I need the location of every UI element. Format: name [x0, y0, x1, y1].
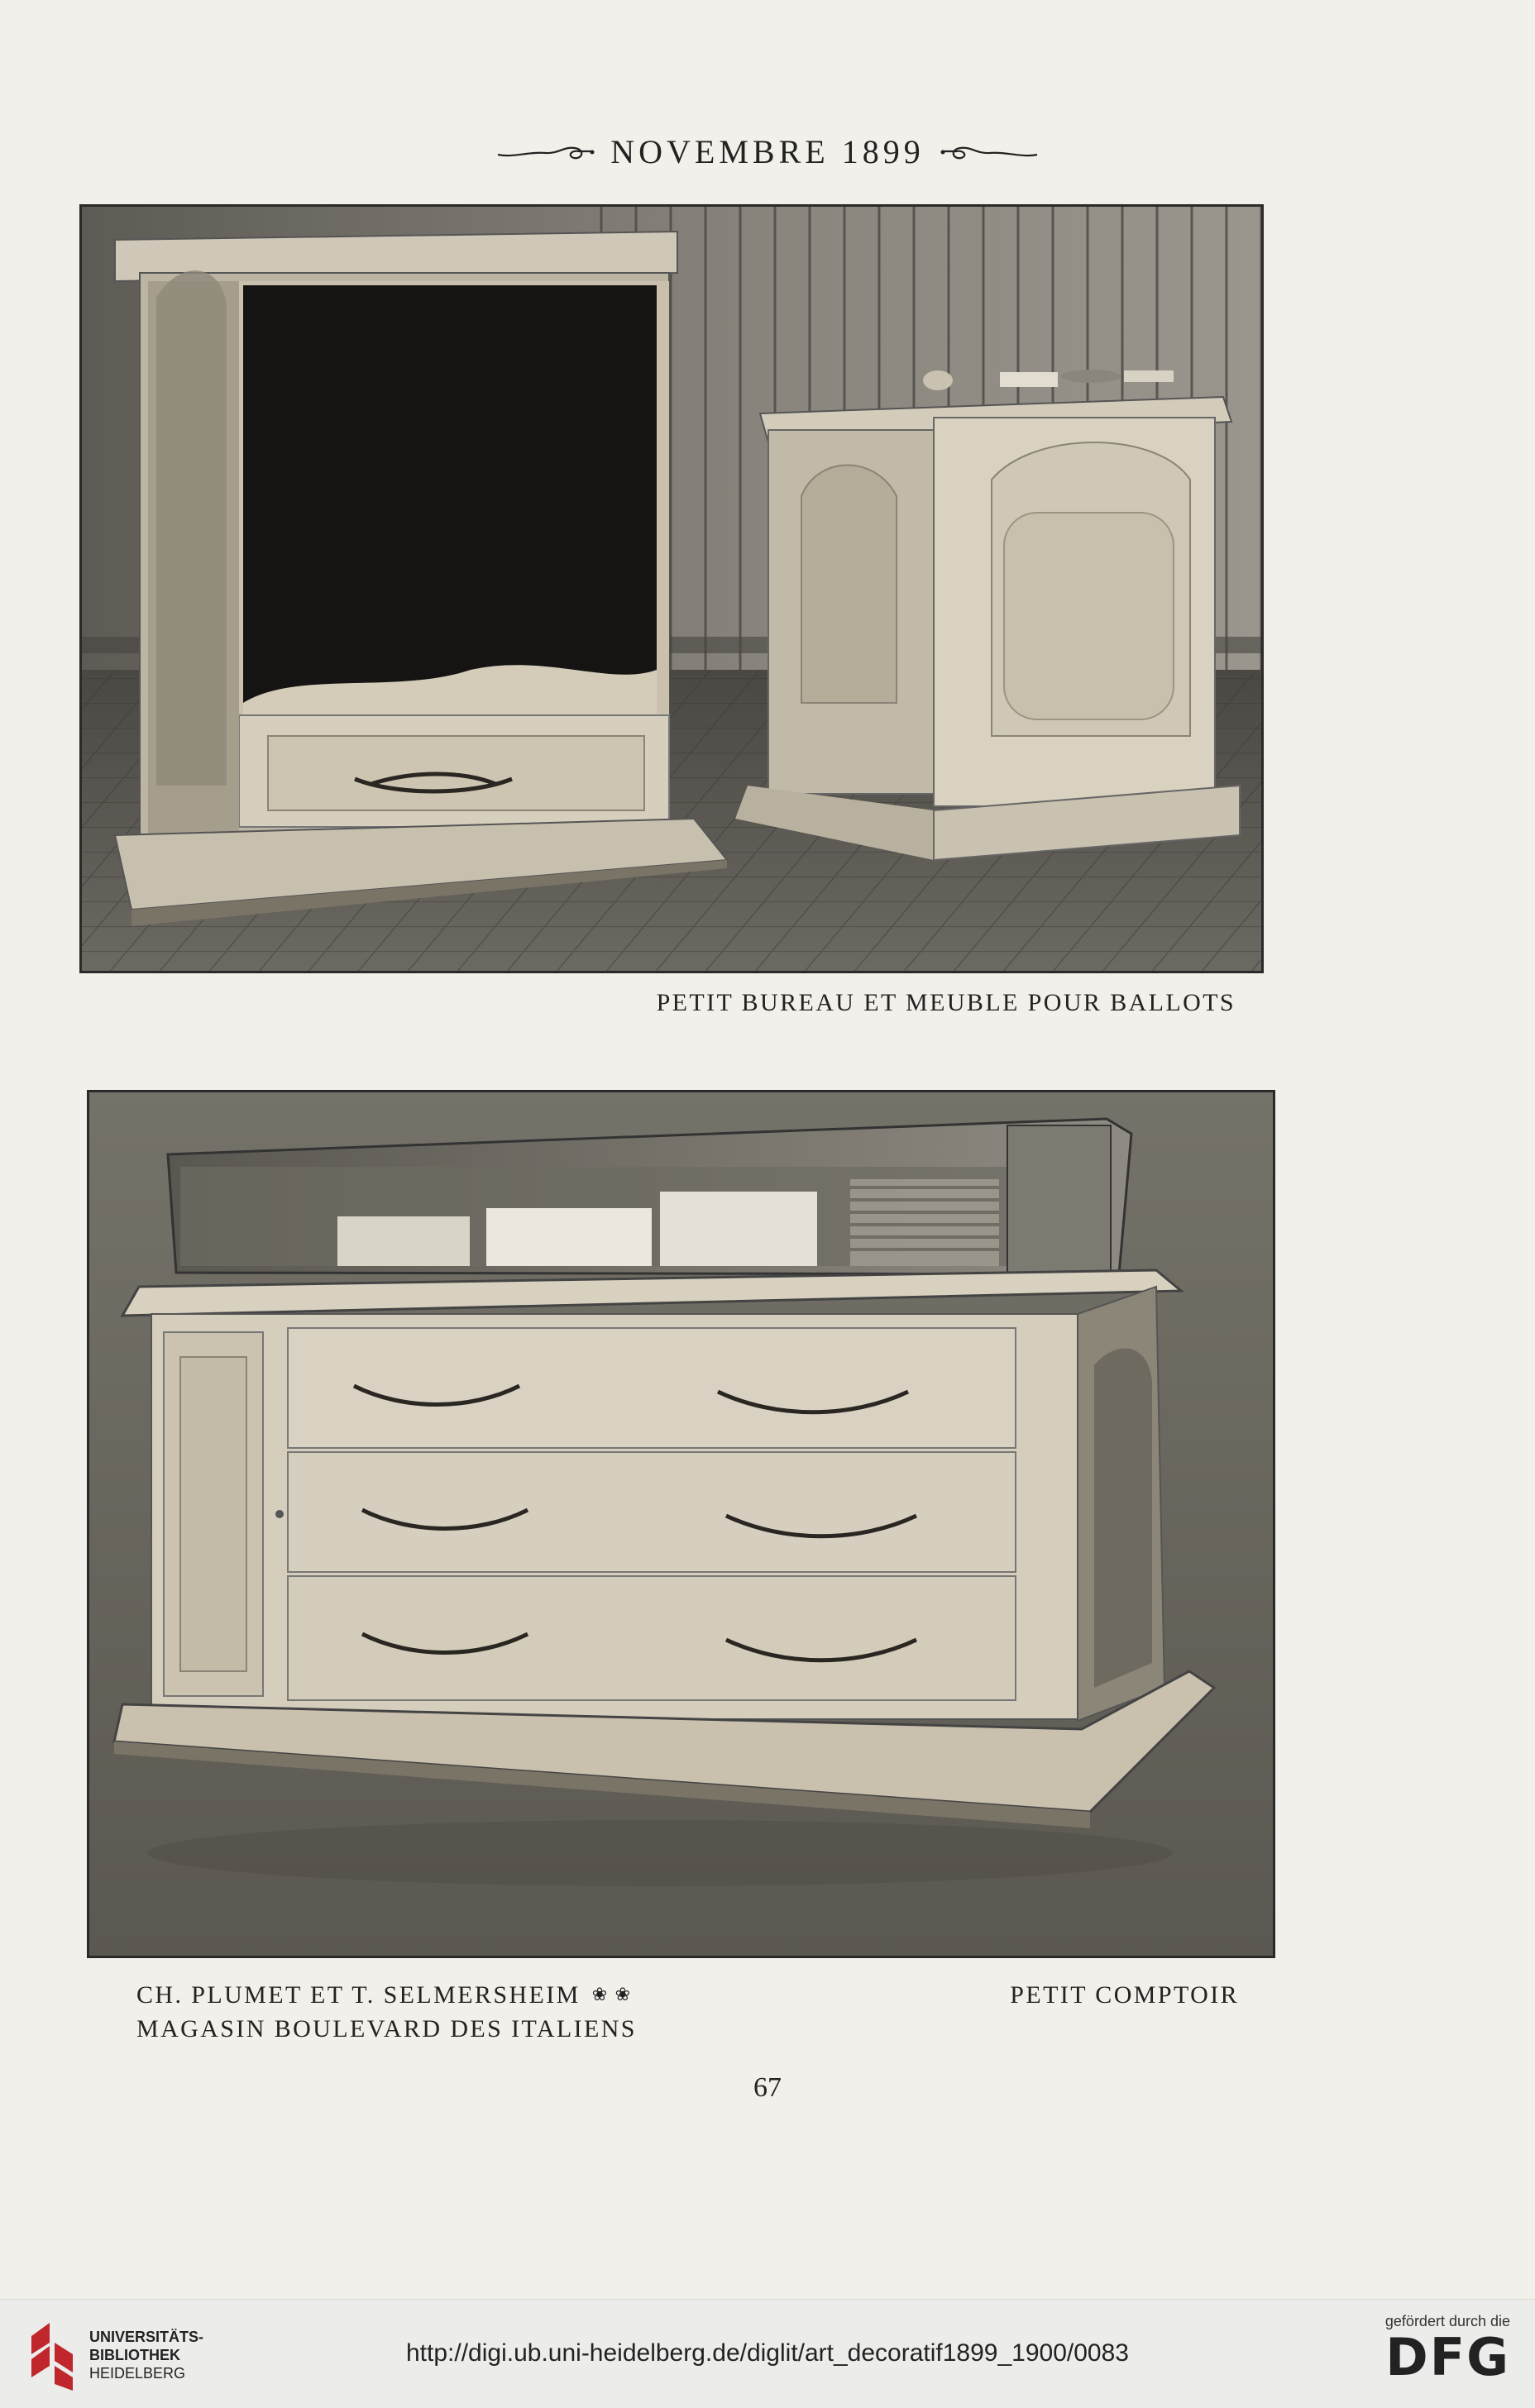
funded-by-label: gefördert durch die	[1384, 2313, 1510, 2329]
library-line-3: HEIDELBERG	[89, 2365, 186, 2382]
photo-petit-comptoir	[87, 1090, 1275, 1958]
page-number: 67	[753, 2072, 782, 2103]
library-line-2: BIBLIOTHEK	[89, 2347, 180, 2363]
floral-ornament-icon: ❀ ❀	[591, 1984, 633, 2004]
viewer-footer	[0, 2299, 1535, 2408]
header-title: NOVEMBRE 1899	[610, 133, 925, 170]
dfg-funding-badge	[1385, 2313, 1510, 2385]
permalink-url[interactable]: http://digi.ub.uni-heidelberg.de/diglit/art_decoratif1899_1900/0083	[406, 2339, 1129, 2367]
credit-line-designers	[136, 1981, 632, 2009]
figure2-caption: PETIT COMPTOIR	[1010, 1981, 1239, 2009]
figure1-caption: PETIT BUREAU ET MEUBLE POUR BALLOTS	[656, 989, 1236, 1016]
credit-designers-text: CH. PLUMET ET T. SELMERSHEIM	[136, 1981, 581, 2009]
left-flourish-ornament	[496, 140, 595, 165]
running-header	[0, 132, 1535, 171]
credit-line-magasin: MAGASIN BOULEVARD DES ITALIENS	[136, 2015, 637, 2042]
library-line-1: UNIVERSITÄTS-	[89, 2329, 204, 2345]
dfg-logo: DFG	[1385, 2327, 1510, 2387]
photo-petit-bureau-and-meuble	[79, 204, 1264, 973]
right-flourish-ornament	[940, 140, 1039, 165]
